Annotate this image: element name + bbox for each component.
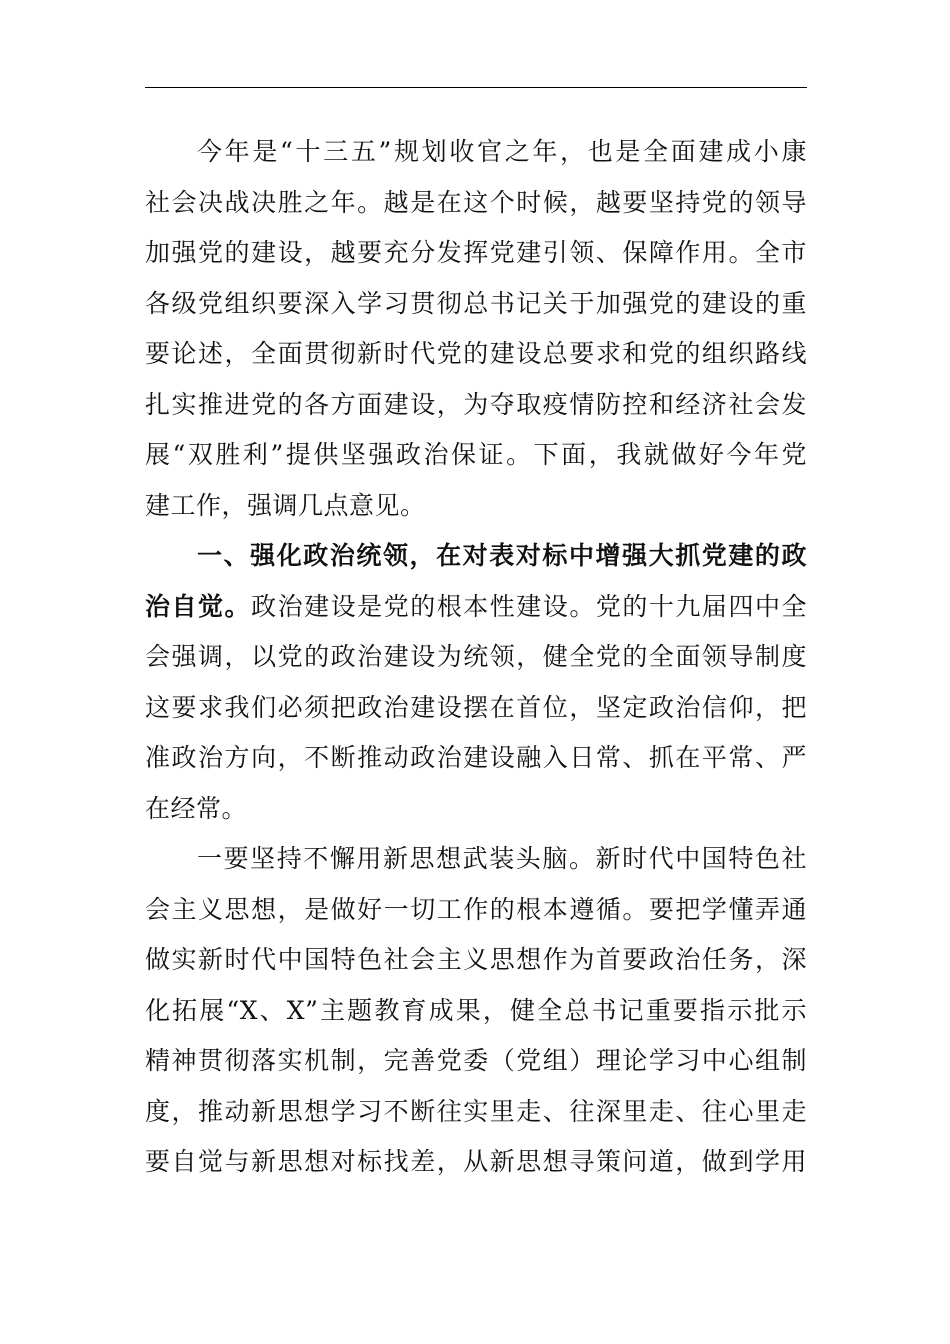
text-line: 要论述，全面贯彻新时代党的建设总要求和党的组织路线: [145, 339, 807, 368]
document-body: [145, 127, 807, 1188]
text-line: 会强调，以党的政治建设为统领，健全党的全面领导制度: [145, 642, 807, 671]
text-line: 加强党的建设，越要充分发挥党建引领、保障作用。全市: [145, 238, 807, 267]
text-line: 在经常。: [145, 793, 248, 823]
section-heading-line: 一、强化政治统领，在对表对标中增强大抓党建的政: [197, 541, 807, 570]
text-line: 会主义思想，是做好一切工作的根本遵循。要把学懂弄通: [145, 894, 807, 924]
text-line: 各级党组织要深入学习贯彻总书记关于加强党的建设的重: [145, 288, 807, 318]
text-line: 社会决战决胜之年。越是在这个时候，越要坚持党的领导: [145, 187, 807, 217]
header-rule: [145, 87, 807, 88]
paragraph-point-one: [145, 834, 807, 1188]
text-line: 这要求我们必须把政治建设摆在首位，坚定政治信仰，把: [145, 692, 807, 722]
text-line: 一要坚持不懈用新思想武装头脑。新时代中国特色社: [197, 844, 807, 873]
text-line: 化拓展“X、X”主题教育成果，健全总书记重要指示批示: [145, 995, 807, 1025]
text-line: 要自觉与新思想对标找差，从新思想寻策问道，做到学用: [145, 1147, 807, 1176]
text-line: 做实新时代中国特色社会主义思想作为首要政治任务，深: [145, 945, 807, 974]
section-heading-end: 治自觉。: [145, 591, 252, 621]
text-line: 展“双胜利”提供坚强政治保证。下面，我就做好今年党: [145, 440, 807, 469]
section-text-start: 政治建设是党的根本性建设。党的十九届四中全: [251, 591, 807, 621]
text-line: 精神贯彻落实机制，完善党委（党组）理论学习中心组制: [145, 1046, 807, 1075]
text-line: 建工作，强调几点意见。: [145, 490, 426, 520]
text-line: [145, 582, 807, 633]
text-line: 扎实推进党的各方面建设，为夺取疫情防控和经济社会发: [145, 389, 807, 419]
paragraph-intro: [145, 127, 807, 531]
text-line: 度，推动新思想学习不断往实里走、往深里走、往心里走: [145, 1096, 807, 1126]
text-line: 准政治方向，不断推动政治建设融入日常、抓在平常、严: [145, 743, 807, 772]
text-line: 今年是“十三五”规划收官之年，也是全面建成小康: [197, 137, 807, 166]
paragraph-section-one: [145, 531, 807, 834]
